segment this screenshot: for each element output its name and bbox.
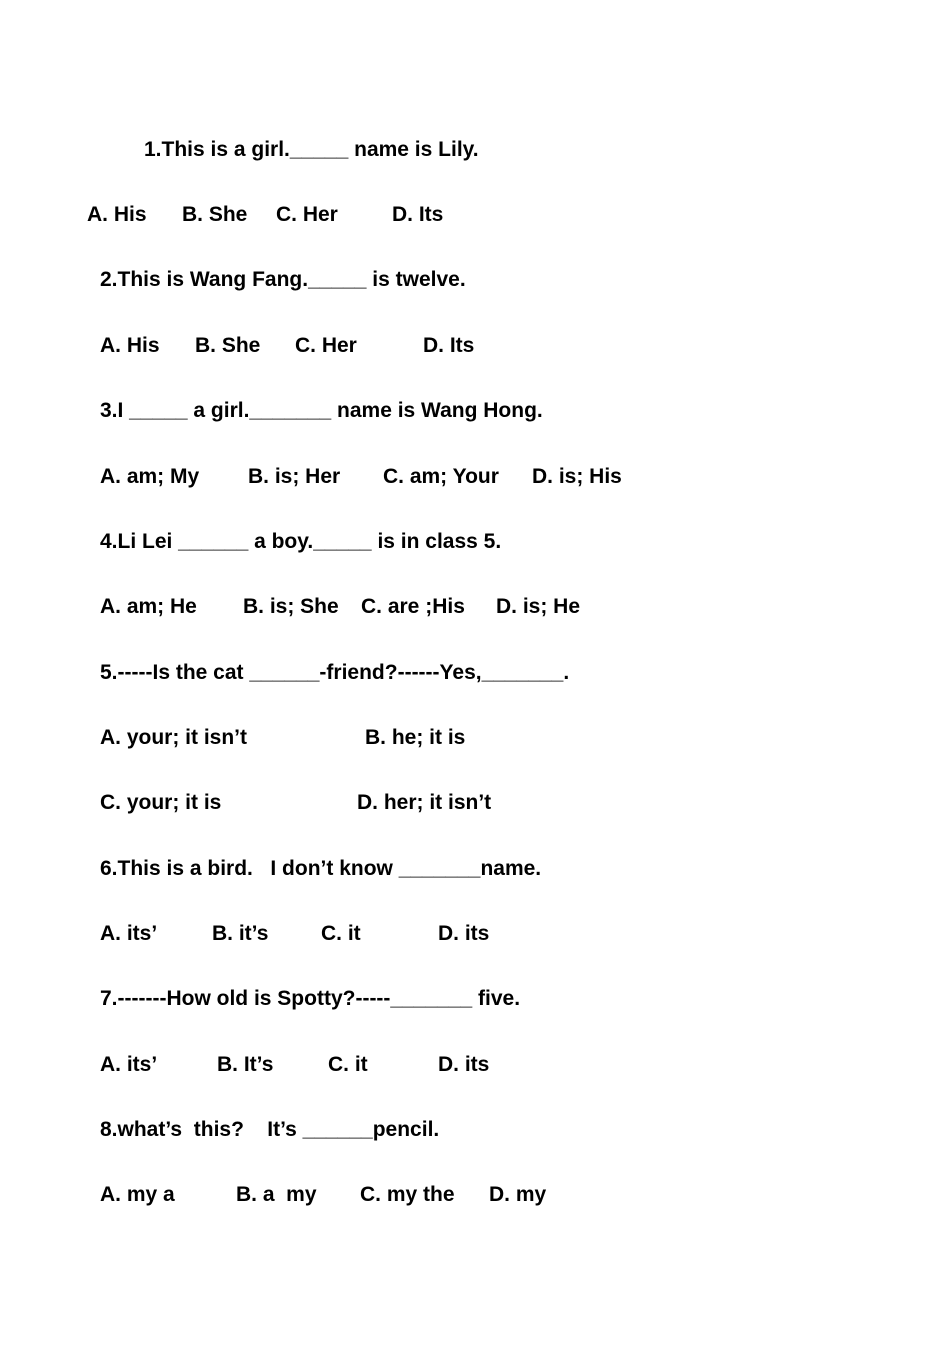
question-3-options <box>0 462 950 492</box>
question-7-options <box>0 1050 950 1080</box>
option-b: B. he; it is <box>365 726 466 749</box>
option-b: B. it’s <box>212 922 269 945</box>
question-4-options <box>0 592 950 622</box>
option-c: C. Her <box>276 203 338 226</box>
question-8-options <box>0 1180 950 1210</box>
question-2-options <box>0 331 950 361</box>
question-5-stem: 5.-----Is the cat ______-friend?------Yes,_______. <box>100 661 570 684</box>
option-d: D. Its <box>392 203 444 226</box>
option-d: D. my <box>489 1183 547 1206</box>
question-6-stem: 6.This is a bird. I don’t know _______name. <box>100 857 542 880</box>
option-d: D. its <box>438 922 490 945</box>
option-b: B. is; She <box>243 595 339 618</box>
option-c: C. it <box>328 1053 368 1076</box>
option-b: B. She <box>182 203 248 226</box>
question-2-stem: 2.This is Wang Fang._____ is twelve. <box>100 268 466 291</box>
option-a: A. your; it isn’t <box>100 726 247 749</box>
option-c: C. your; it is <box>100 791 222 814</box>
option-d: D. its <box>438 1053 490 1076</box>
option-c: C. am; Your <box>383 465 499 488</box>
option-a: A. its’ <box>100 1053 158 1076</box>
question-7-stem: 7.-------How old is Spotty?-----_______ five. <box>100 987 521 1010</box>
question-1-options <box>0 200 950 230</box>
option-c: C. my the <box>360 1183 455 1206</box>
option-d: D. her; it isn’t <box>357 791 492 814</box>
option-b: B. She <box>195 334 261 357</box>
option-b: B. a my <box>236 1183 317 1206</box>
option-d: D. is; He <box>496 595 581 618</box>
question-5-options-row-1 <box>0 723 950 753</box>
option-a: A. am; He <box>100 595 197 618</box>
option-b: B. It’s <box>217 1053 274 1076</box>
question-1-stem: 1.This is a girl._____ name is Lily. <box>144 138 479 161</box>
question-5-options-row-2 <box>0 788 950 818</box>
option-c: C. Her <box>295 334 357 357</box>
option-b: B. is; Her <box>248 465 341 488</box>
option-c: C. it <box>321 922 361 945</box>
question-6-options <box>0 919 950 949</box>
option-c: C. are ;His <box>361 595 465 618</box>
question-4-stem: 4.Li Lei ______ a boy._____ is in class 5. <box>100 530 502 553</box>
option-a: A. am; My <box>100 465 200 488</box>
question-8-stem: 8.what’s this? It’s ______pencil. <box>100 1118 440 1141</box>
option-a: A. His <box>87 203 147 226</box>
option-a: A. His <box>100 334 160 357</box>
option-d: D. Its <box>423 334 475 357</box>
option-a: A. its’ <box>100 922 158 945</box>
option-d: D. is; His <box>532 465 622 488</box>
option-a: A. my a <box>100 1183 175 1206</box>
question-3-stem: 3.I _____ a girl._______ name is Wang Hong. <box>100 399 543 422</box>
